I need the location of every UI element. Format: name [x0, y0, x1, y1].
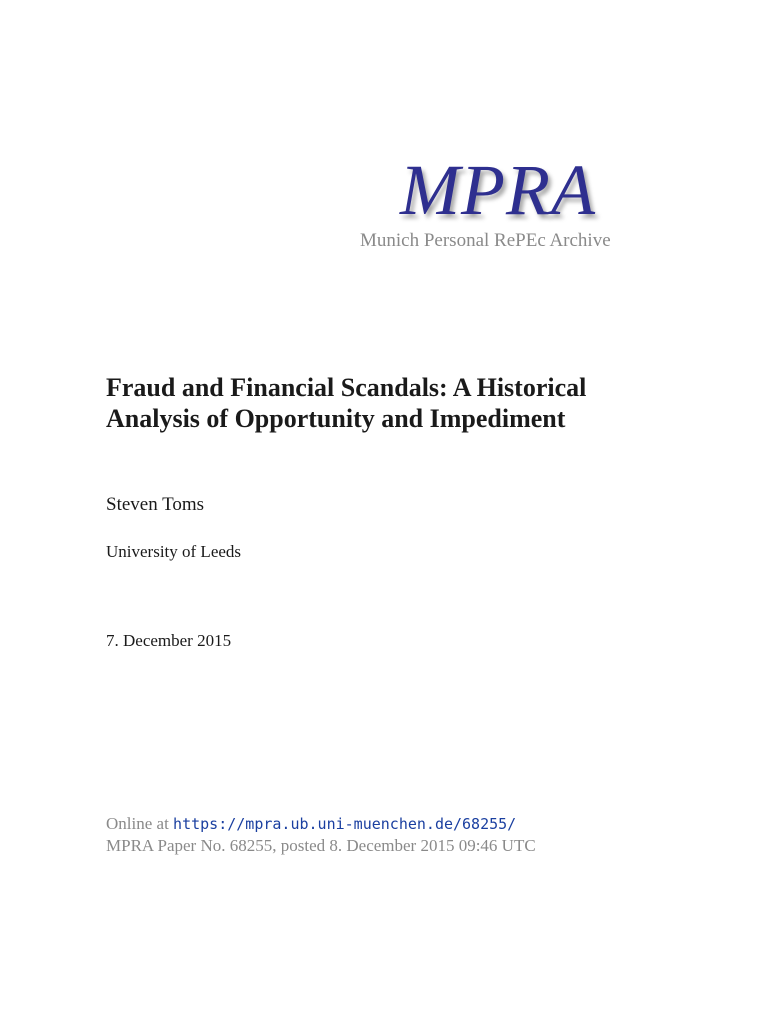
- mpra-logo-subtitle: Munich Personal RePEc Archive: [360, 230, 611, 251]
- paper-url-link[interactable]: https://mpra.ub.uni-muenchen.de/68255/: [173, 815, 517, 833]
- mpra-logo-text: MPRA: [400, 150, 596, 230]
- paper-author: Steven Toms: [106, 494, 205, 515]
- online-at-label: Online at: [106, 814, 169, 833]
- paper-date: 7. December 2015: [106, 631, 232, 650]
- mpra-logo: [400, 150, 650, 230]
- paper-info-line: MPRA Paper No. 68255, posted 8. December 2015 09:46 UTC: [106, 836, 536, 855]
- author-affiliation: University of Leeds: [106, 542, 242, 561]
- online-at-line: [106, 814, 516, 834]
- paper-title: Fraud and Financial Scandals: A Historical Analysis of Opportunity and Impediment: [106, 373, 587, 433]
